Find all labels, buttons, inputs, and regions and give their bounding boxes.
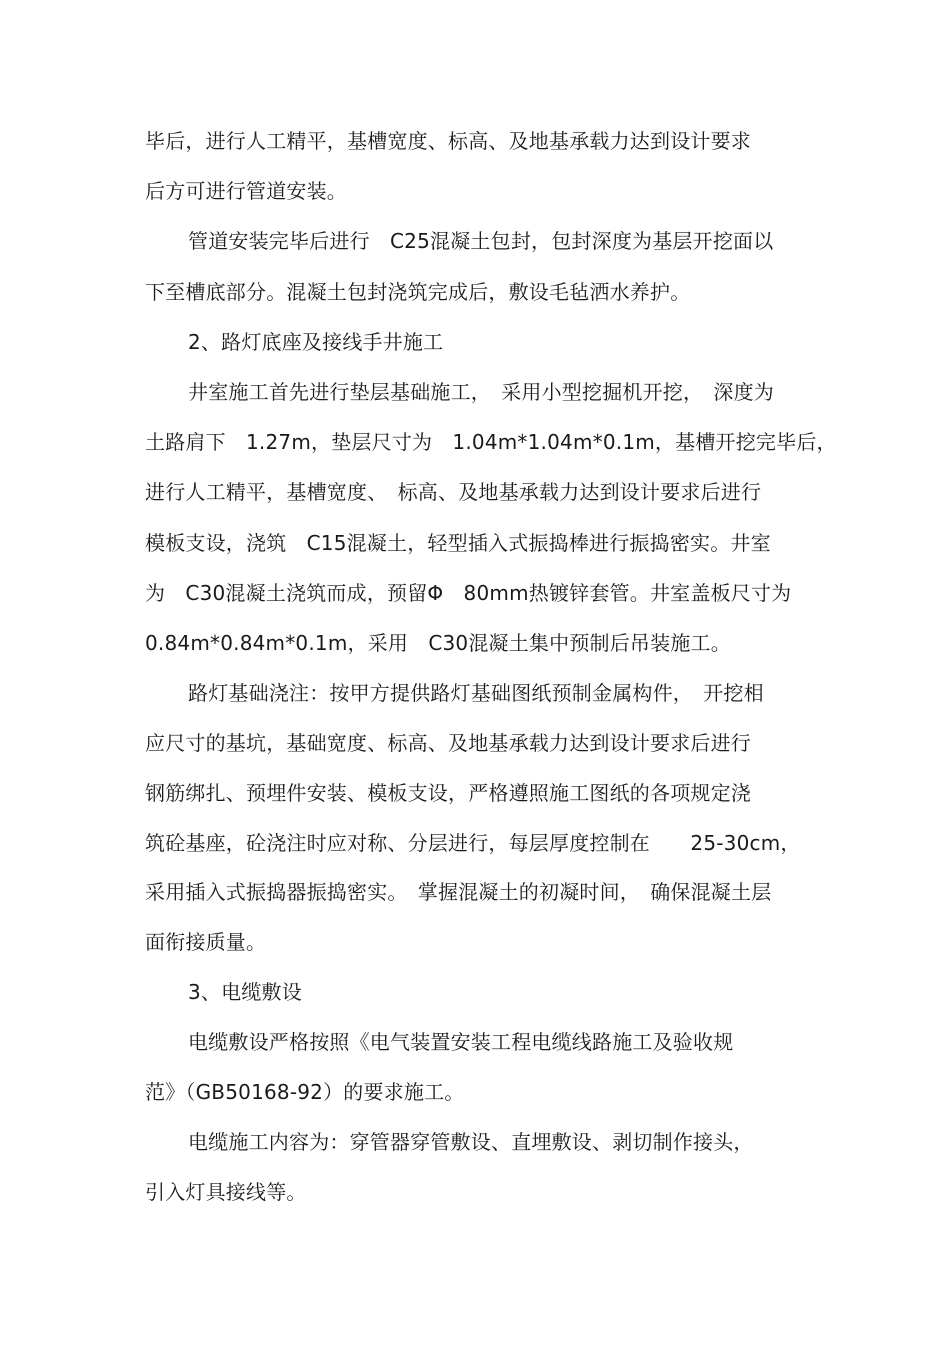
text-line: 引入灯具接线等。 (145, 1180, 307, 1204)
text-line: 采用插入式振捣器振捣密实。 掌握混凝土的初凝时间， 确保混凝土层 (145, 880, 772, 904)
text-line: 后方可进行管道安装。 (145, 179, 347, 203)
text-line: 下至槽底部分。混凝土包封浇筑完成后，敷设毛毡洒水养护。 (145, 280, 691, 304)
text-line: 进行人工精平，基槽宽度、 标高、及地基承载力达到设计要求后进行 (145, 480, 762, 504)
text-line: 为 C30混凝土浇筑而成，预留Φ 80mm热镀锌套管。井室盖板尺寸为 (145, 581, 792, 605)
text-line: 模板支设，浇筑 C15混凝土，轻型插入式振捣棒进行振捣密实。井室 (145, 531, 771, 555)
text-line: 管道安装完毕后进行 C25混凝土包封，包封深度为基层开挖面以 (188, 229, 774, 253)
text-line: 土路肩下 1.27m，垫层尺寸为 1.04m*1.04m*0.1m，基槽开挖完毕后， (145, 430, 837, 454)
text-line: 电缆施工内容为：穿管器穿管敷设、直埋敷设、剥切制作接头， (188, 1130, 754, 1154)
text-line: 应尺寸的基坑，基础宽度、标高、及地基承载力达到设计要求后进行 (145, 731, 751, 755)
text-line: 路灯基础浇注：按甲方提供路灯基础图纸预制金属构件， 开挖相 (188, 681, 764, 705)
text-line: 筑砼基座，砼浇注时应对称、分层进行，每层厚度控制在 25-30cm， (145, 831, 801, 855)
text-line: 电缆敷设严格按照《电气装置安装工程电缆线路施工及验收规 (188, 1030, 734, 1054)
text-line: 井室施工首先进行垫层基础施工， 采用小型挖掘机开挖， 深度为 (188, 380, 774, 404)
text-line: 范》（GB50168-92）的要求施工。 (145, 1080, 465, 1104)
text-line: 钢筋绑扎、预埋件安装、模板支设，严格遵照施工图纸的各项规定浇 (145, 781, 751, 805)
text-line: 0.84m*0.84m*0.1m，采用 C30混凝土集中预制后吊装施工。 (145, 631, 731, 655)
text-line: 毕后，进行人工精平，基槽宽度、标高、及地基承载力达到设计要求 (145, 129, 751, 153)
text-line: 面衔接质量。 (145, 930, 267, 954)
section-heading: 2、路灯底座及接线手井施工 (188, 330, 444, 354)
section-heading: 3、电缆敷设 (188, 980, 302, 1004)
